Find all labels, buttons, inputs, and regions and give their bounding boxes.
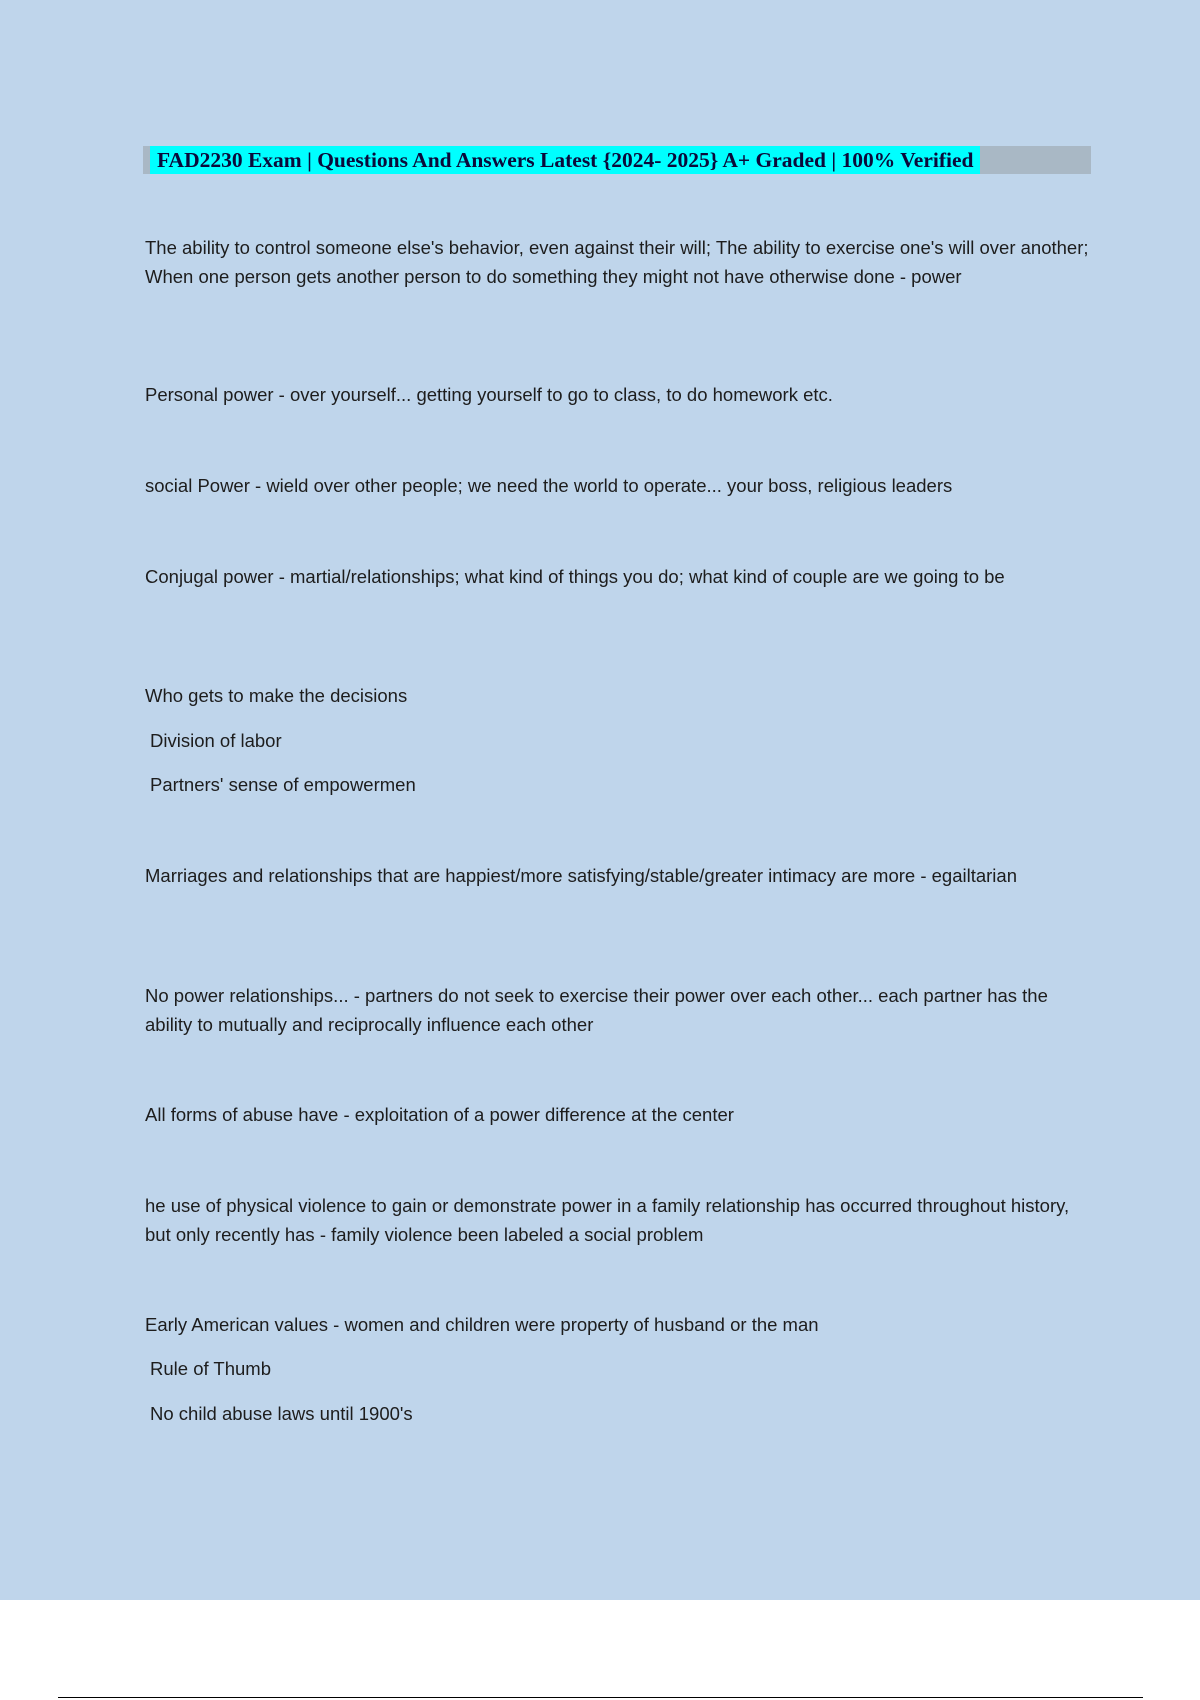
footer-divider [58,1697,1143,1698]
entry-child-abuse-laws: No child abuse laws until 1900's [150,1403,413,1424]
entry-forms-of-abuse: All forms of abuse have - exploitation of a power difference at the center [145,1104,734,1125]
entry-division-of-labor: Division of labor [150,730,282,751]
document-title: FAD2230 Exam | Questions And Answers Latest {2024- 2025} A+ Graded | 100% Verified [150,146,980,174]
entry-family-violence: he use of physical violence to gain or demonstrate power in a family relationship has occurred throughout history, but only recently has - family violence been labeled a social problem [145,1195,1070,1245]
entry-decisions: Who gets to make the decisions [145,685,408,706]
entry-social-power: social Power - wield over other people; we need the world to operate... your boss, religious leaders [145,475,953,496]
entry-power-definition: The ability to control someone else's behavior, even against their will; The ability to exercise one's will over another; When one person gets another person to do something they might not have otherwise done - power [145,237,1089,287]
entry-empowerment: Partners' sense of empowermen [150,774,416,795]
entry-early-american-values: Early American values - women and children were property of husband or the man [145,1314,819,1335]
entry-egalitarian: Marriages and relationships that are happiest/more satisfying/stable/greater intimacy are more - egailtarian [145,865,1017,886]
entry-rule-of-thumb: Rule of Thumb [150,1358,271,1379]
entry-conjugal-power: Conjugal power - martial/relationships; what kind of things you do; what kind of couple are we going to be [145,566,1005,587]
title-band [143,146,1091,174]
entry-no-power-relationships: No power relationships... - partners do not seek to exercise their power over each other... each partner has the ability to mutually and reciprocally influence each other [145,985,1048,1035]
entry-personal-power: Personal power - over yourself... getting yourself to go to class, to do homework etc. [145,384,833,405]
